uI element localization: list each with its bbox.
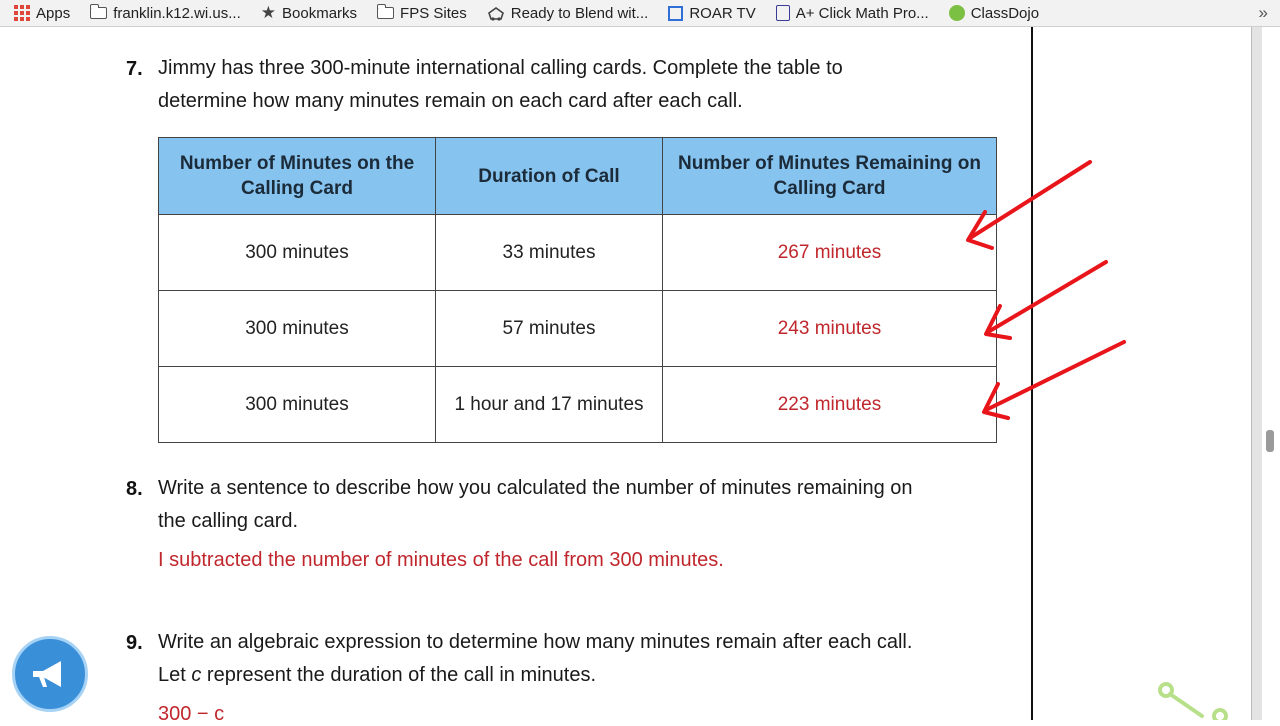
header-duration-of-call: Duration of Call <box>436 138 663 215</box>
cell-duration: 1 hour and 17 minutes <box>436 367 663 443</box>
bookmarks-overflow-button[interactable]: » <box>1258 3 1268 22</box>
variable-c: c <box>191 664 202 686</box>
cell-duration: 33 minutes <box>436 215 663 291</box>
bookmark-label: A+ Click Math Pro... <box>795 4 929 22</box>
star-icon: ★ <box>260 3 277 22</box>
cell-minutes-on-card: 300 minutes <box>159 367 436 443</box>
cell-minutes-remaining: 223 minutes <box>663 367 997 443</box>
bookmark-label: ROAR TV <box>689 4 756 22</box>
bookmark-label: Apps <box>36 4 71 22</box>
question-8-number: 8. <box>126 478 143 500</box>
header-minutes-on-card: Number of Minutes on the Calling Card <box>159 138 436 215</box>
question-9-line-2-start: Let <box>158 664 192 686</box>
megaphone-icon <box>29 655 73 695</box>
arrow-annotation-row-3 <box>984 342 1124 418</box>
cell-minutes-on-card: 300 minutes <box>159 291 436 367</box>
bookmark-label: ClassDojo <box>970 4 1040 22</box>
cell-minutes-remaining: 243 minutes <box>663 291 997 367</box>
bookmark-label: FPS Sites <box>400 4 467 22</box>
question-7-number: 7. <box>126 58 143 80</box>
bookmark-label: Bookmarks <box>282 4 358 22</box>
arrow-annotation-row-1 <box>968 162 1090 248</box>
question-8-line-1: Write a sentence to describe how you calculated the number of minutes remaining on <box>158 477 913 499</box>
question-7-line-1: Jimmy has three 300-minute international calling cards. Complete the table to <box>158 57 843 79</box>
header-minutes-remaining: Number of Minutes Remaining on Calling Card <box>663 138 997 215</box>
question-9-line-2-end: represent the duration of the call in minutes. <box>201 664 597 686</box>
question-9-answer: 300 − c <box>158 703 225 725</box>
bookmark-label: Ready to Blend wit... <box>510 4 649 22</box>
cell-duration: 57 minutes <box>436 291 663 367</box>
question-8-line-2: the calling card. <box>158 510 299 532</box>
bookmark-label: franklin.k12.wi.us... <box>113 4 241 22</box>
question-8-answer: I subtracted the number of minutes of the call from 300 minutes. <box>158 549 724 571</box>
megaphone-button[interactable] <box>12 636 88 712</box>
question-9-line-1: Write an algebraic expression to determine how many minutes remain after each call. <box>158 631 913 653</box>
cell-minutes-on-card: 300 minutes <box>159 215 436 291</box>
cell-minutes-remaining: 267 minutes <box>663 215 997 291</box>
question-9-number: 9. <box>126 632 143 654</box>
question-7-line-2: determine how many minutes remain on each card after each call. <box>158 90 743 112</box>
arrow-annotation-row-2 <box>986 262 1106 338</box>
pen-tool-icon[interactable] <box>1150 680 1240 720</box>
